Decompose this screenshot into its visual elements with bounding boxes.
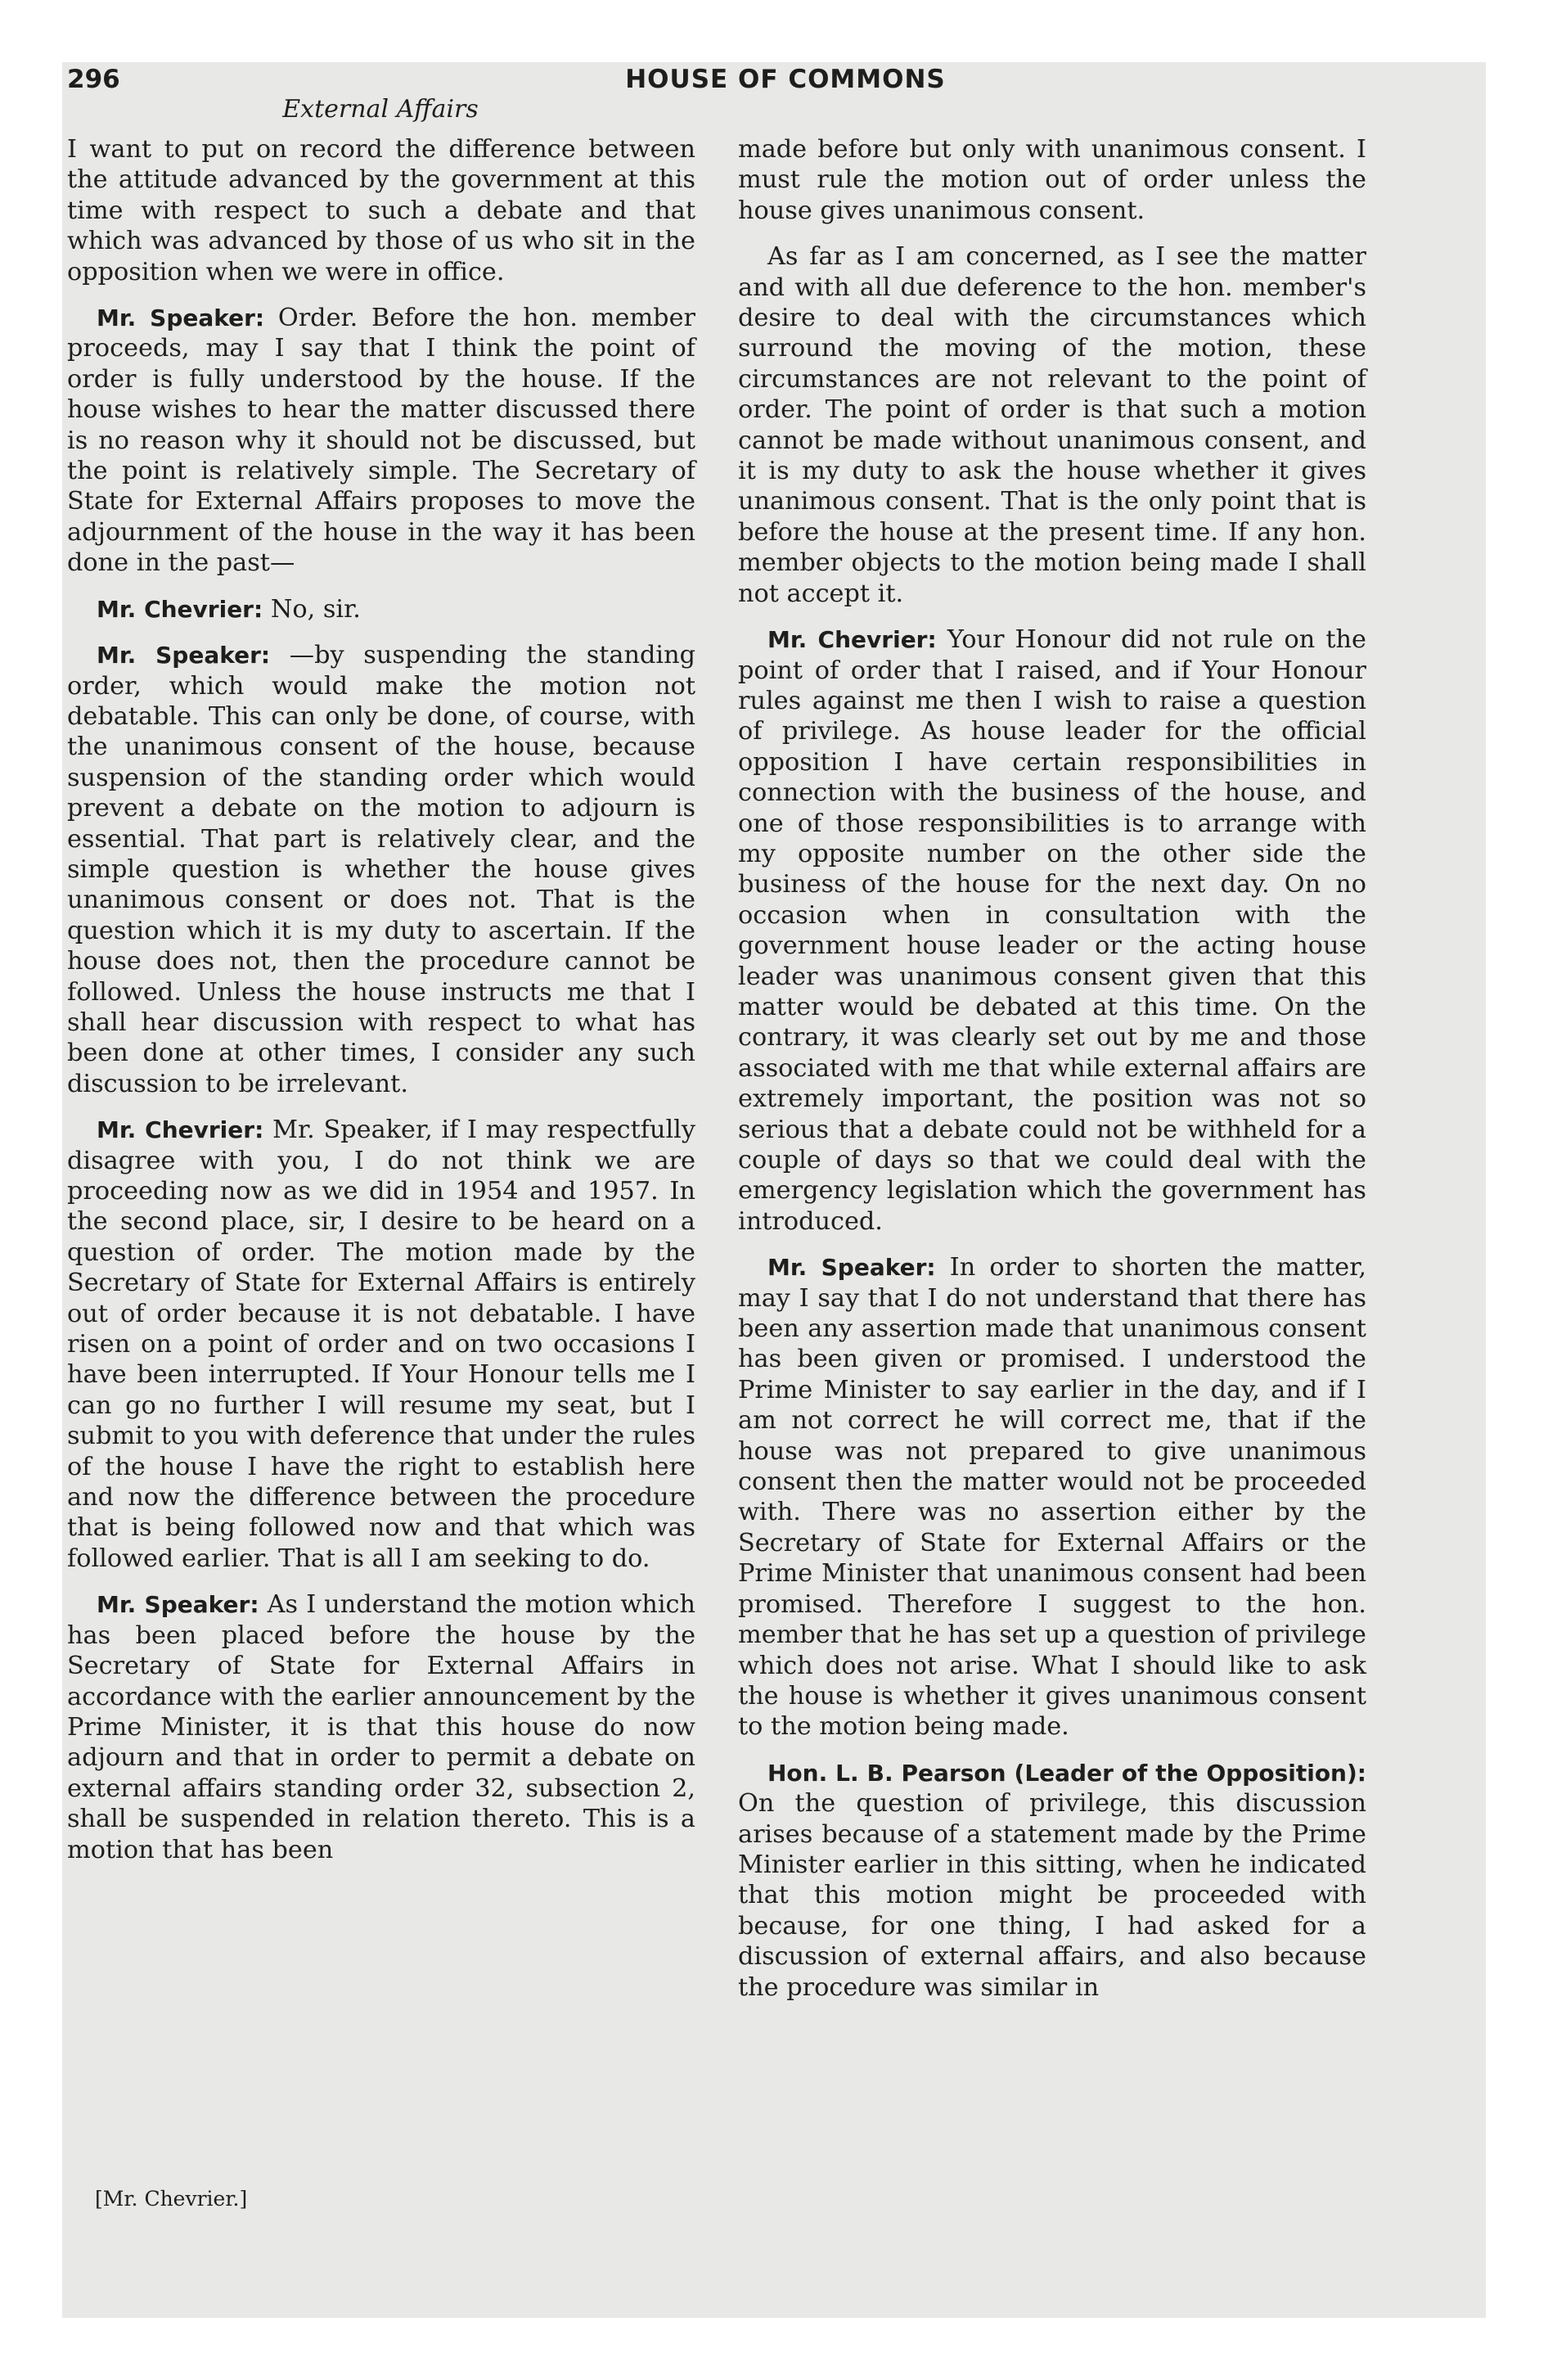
paragraph-text: Mr. Speaker, if I may respectfully disagree with you, I do not think we are proceeding now as we did in 1954 and 1957. In the second place, sir, I desire to be heard on a question of order. The motion made by the Secretary of State for External Affairs is entirely out of order because it is not debatable. I have risen on a point of order and on two occasions I have been interrupted. If Your Honour tells me I can go no further I will resume my seat, but I submit to you with deference that under the rules of the house I have the right to establish here and now the difference between the procedure that is being followed now and that which was followed earlier. That is all I am seeking to do. [67,1116,695,1573]
paragraph-text: I want to put on record the difference between the attitude advanced by the government at this time with respect to such a debate and that which was advanced by those of us who sit in the opposition when we were in office. [67,135,695,286]
paragraph [738,1758,1366,2003]
section-title: External Affairs [282,95,479,124]
paragraph-text: made before but only with unanimous consent. I must rule the motion out of order unless the house gives unanimous consent. [738,135,1366,225]
speaker-name: Mr. Chevrier: [767,626,937,654]
footer-note: [Mr. Chevrier.] [95,2187,248,2211]
paragraph [738,624,1366,1237]
paragraph-text: In order to shorten the matter, may I say that I do not understand that there has been any assertion made that unanimous consent has been given or promised. I understood the Prime Minister to say earlier in the day, and if I am not correct he will correct me, that if the house was not prepared to give unanimous consent then the matter would not be proceeded with. There was no assertion either by the Secretary of State for External Affairs or the Prime Minister that unanimous consent had been promised. Therefore I suggest to the hon. member that he has set up a question of privilege which does not arise. What I should like to ask the house is whether it gives unanimous consent to the motion being made. [738,1253,1366,1742]
paragraph-text: —by suspending the standing order, which would make the motion not debatable. This can only be done, of course, with the unanimous consent of the house, because suspension of the standing order which would prevent a debate on the motion to adjourn is essential. That part is relatively clear, and the simple question is whether the house gives unanimous consent or does not. That is the question which it is my duty to ascertain. If the house does not, then the procedure cannot be followed. Unless the house instructs me that I shall hear discussion with respect to what has been done at other times, I consider any such discussion to be irrelevant. [67,641,695,1098]
paragraph [67,134,695,287]
paragraph-text: As far as I am concerned, as I see the matter and with all due deference to the hon. member's desire to deal with the circumstances which surround the moving of the motion, these circumstances are not relevant to the point of order. The point of order is that such a motion cannot be made without unanimous consent, and it is my duty to ask the house whether it gives unanimous consent. That is the only point that is before the house at the present time. If any hon. member objects to the motion being made I shall not accept it. [738,242,1366,608]
paragraph-text: No, sir. [270,594,361,624]
speaker-name: Mr. Speaker: [767,1254,936,1282]
page-number: 296 [67,65,120,94]
paragraph [67,303,695,579]
right-column [738,134,1366,2018]
paragraph [67,1115,695,1574]
paragraph-text: Order. Before the hon. member proceeds, may I say that I think the point of order is fully understood by the house. If the house wishes to hear the matter discussed there is no reason why it should not be discussed, but the point is relatively simple. The Secretary of State for External Affairs proposes to move the adjournment of the house in the way it has been done in the past— [67,304,695,578]
paragraph-text: As I understand the motion which has been placed before the house by the Secretary of State for External Affairs in accordance with the earlier announcement by the Prime Minister, it is that this house do now adjourn and that in order to permit a debate on external affairs standing order 32, subsection 2, shall be suspended in relation thereto. This is a motion that has been [67,1590,695,1864]
paragraph [738,134,1366,226]
paragraph [67,640,695,1099]
speaker-name: Mr. Speaker: [97,1591,259,1619]
paragraph-text: Your Honour did not rule on the point of order that I raised, and if Your Honour rules against me then I wish to raise a question of privilege. As house leader for the official opposition I have certain responsibilities in connection with the business of the house, and one of those responsibilities is to arrange with my opposite number on the other side the business of the house for the next day. On no occasion when in consultation with the government house leader or the acting house leader was unanimous consent given that this matter would be debated at this time. On the contrary, it was clearly set out by me and those associated with me that while external affairs are extremely important, the position was not so serious that a debate could not be withheld for a couple of days so that we could deal with the emergency legislation which the government has introduced. [738,625,1366,1236]
speaker-name: Mr. Speaker: [97,304,265,332]
speaker-name: Mr. Chevrier: [97,1116,264,1144]
paragraph [67,1589,695,1865]
paragraph [738,1252,1366,1742]
paragraph [738,241,1366,609]
speaker-name: Hon. L. B. Pearson (Leader of the Opposition): [767,1759,1366,1787]
paragraph [67,594,695,624]
page-header-title: HOUSE OF COMMONS [625,65,946,94]
speaker-name: Mr. Speaker: [97,642,271,669]
left-column [67,134,695,1881]
speaker-name: Mr. Chevrier: [97,595,263,623]
paragraph-text: On the question of privilege, this discussion arises because of a statement made by the Prime Minister earlier in this sitting, when he indicated that this motion might be proceeded with because, for one thing, I had asked for a discussion of external affairs, and also because the procedure was similar in [738,1789,1366,2002]
